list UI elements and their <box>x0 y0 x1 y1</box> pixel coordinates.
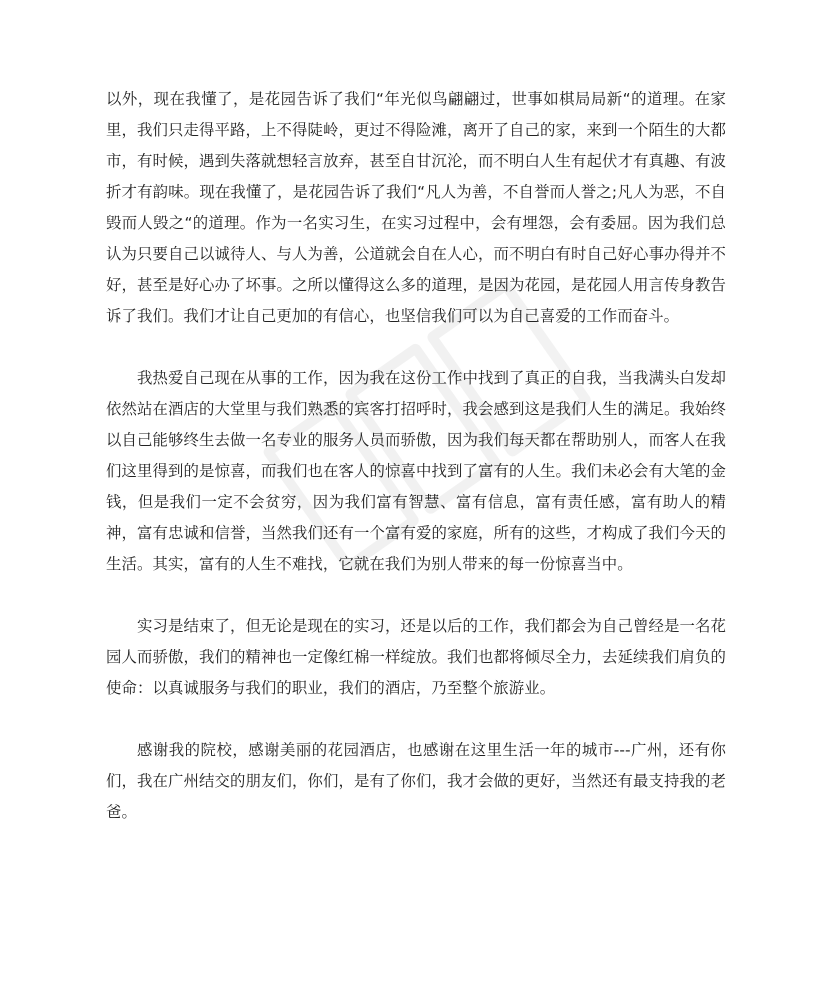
paragraph-3: 实习是结束了，但无论是现在的实习，还是以后的工作，我们都会为自己曾经是一名花园人而骄傲，我们的精神也一定像红棉一样绽放。我们也都将倾尽全力，去延续我们肩负的使命：以真诚服务与我们的职业，我们的酒店，乃至整个旅游业。 <box>106 617 726 697</box>
document-body <box>106 84 726 859</box>
paragraph-4: 感谢我的院校，感谢美丽的花园酒店，也感谢在这里生活一年的城市---广州，还有你们，我在广州结交的朋友们，你们，是有了你们，我才会做的更好，当然还有最支持我的老爸。 <box>106 741 726 821</box>
paragraph-2: 我热爱自己现在从事的工作，因为我在这份工作中找到了真正的自我，当我满头白发却依然站在酒店的大堂里与我们熟悉的宾客打招呼时，我会感到这是我们人生的满足。我始终以自己能够终生去做一名专业的服务人员而骄傲，因为我们每天都在帮助别人，而客人在我们这里得到的是惊喜，而我们也在客人的惊喜中找到了富有的人生。我们未必会有大笔的金钱，但是我们一定不会贫穷，因为我们富有智慧、富有信息，富有责任感，富有助人的精神，富有忠诚和信誉，当然我们还有一个富有爱的家庭，所有的这些，才构成了我们今天的生活。其实，富有的人生不难找，它就在我们为别人带来的每一份惊喜当中。 <box>106 369 726 573</box>
paragraph-1: 以外，现在我懂了，是花园告诉了我们“年光似鸟翩翩过，世事如棋局局新“的道理。在家里，我们只走得平路，上不得陡岭，更过不得险滩，离开了自己的家，来到一个陌生的大都市，有时候，遇到失落就想轻言放弃，甚至自甘沉沦，而不明白人生有起伏才有真趣、有波折才有韵味。现在我懂了，是花园告诉了我们“凡人为善，不自誉而人誉之;凡人为恶，不自毁而人毁之“的道理。作为一名实习生，在实习过程中，会有埋怨，会有委屈。因为我们总认为只要自己以诚待人、与人为善，公道就会自在人心，而不明白有时自己好心事办得并不好，甚至是好心办了坏事。之所以懂得这么多的道理，是因为花园，是花园人用言传身教告诉了我们。我们才让自己更加的有信心，也坚信我们可以为自己喜爱的工作而奋斗。 <box>106 90 726 325</box>
